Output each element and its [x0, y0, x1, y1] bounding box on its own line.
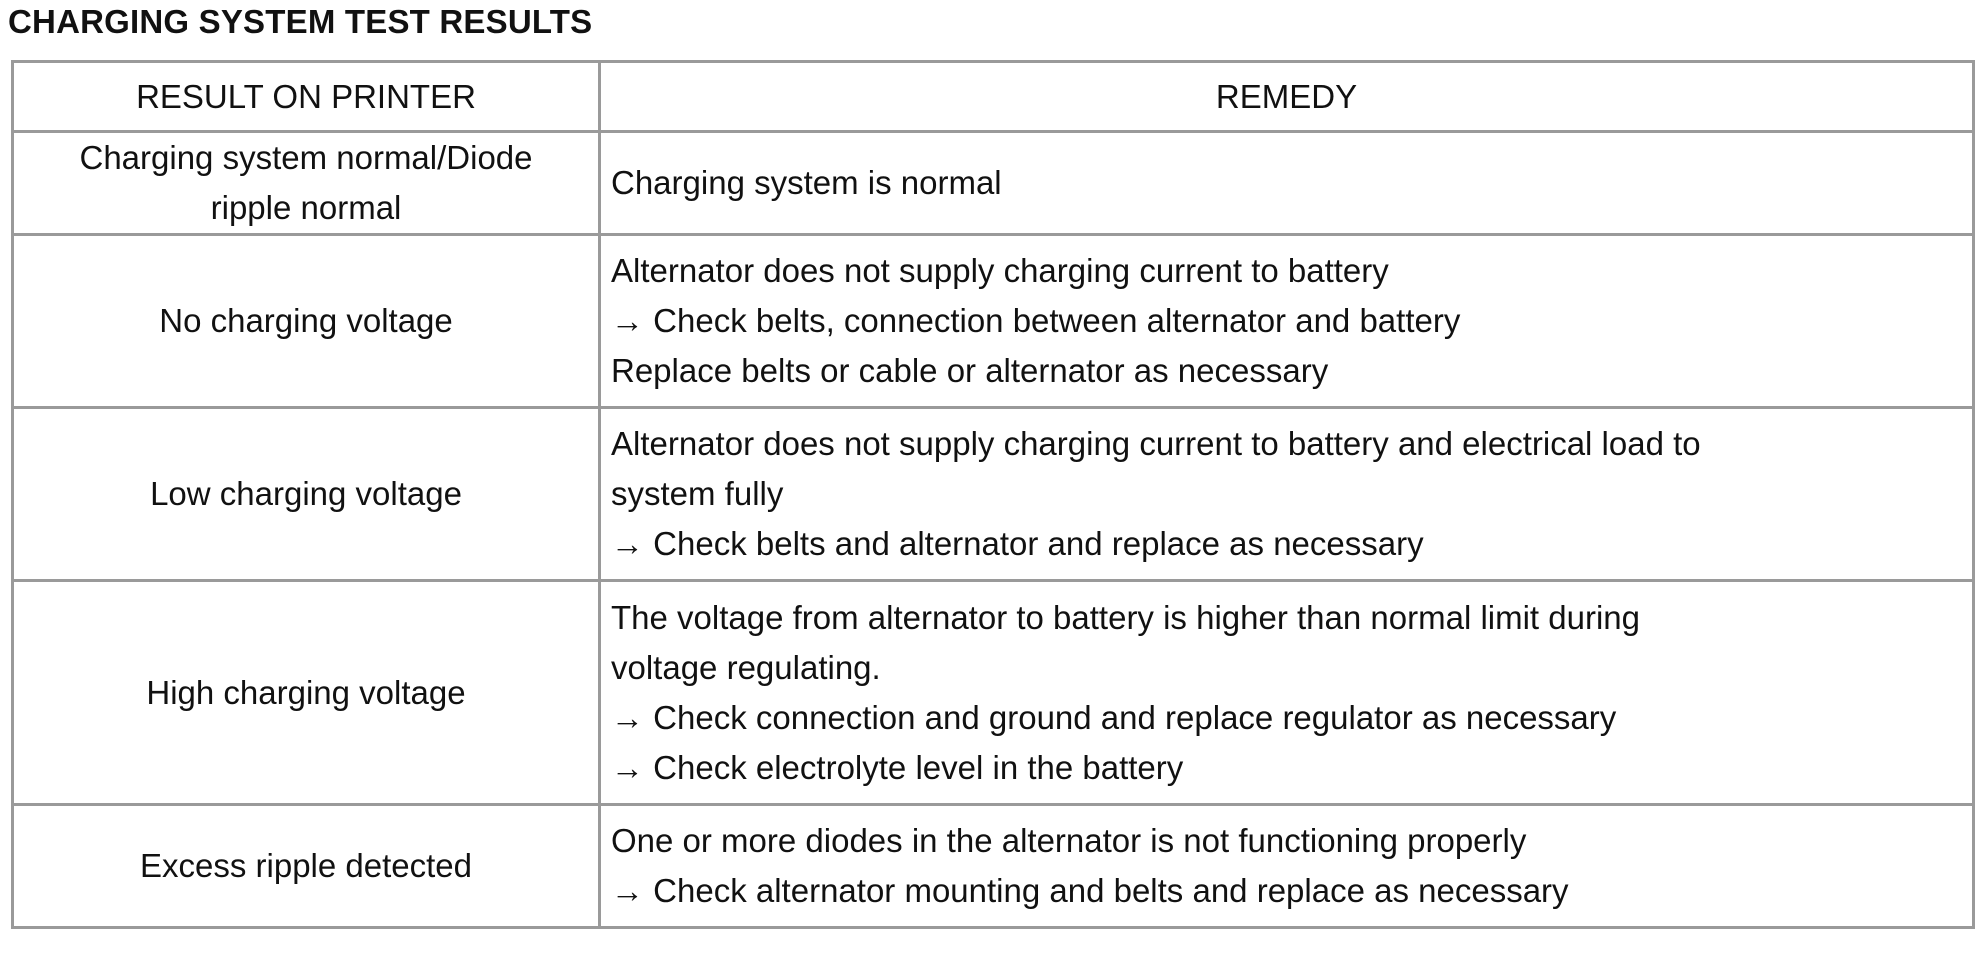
remedy-cell: [600, 235, 1974, 408]
remedy-text: Replace belts or cable or alternator as necessary: [611, 352, 1329, 389]
remedy-text: The voltage from alternator to battery is higher than normal limit during: [611, 598, 1640, 636]
remedy-text: Alternator does not supply charging current to battery: [611, 252, 1389, 289]
remedy-text: Alternator does not supply charging current to battery and electrical load to: [611, 425, 1701, 462]
remedy-text: → Check connection and ground and replace regulator as necessary: [611, 698, 1617, 736]
table-row: [13, 408, 1974, 581]
header-result-on-printer: RESULT ON PRINTER: [13, 62, 600, 132]
remedy-text: voltage regulating.: [611, 648, 881, 686]
remedy-cell: [600, 805, 1974, 928]
remedy-text: → Check belts, connection between alternator and battery: [611, 302, 1461, 339]
result-text: No charging voltage: [159, 302, 453, 339]
remedy-text: One or more diodes in the alternator is not functioning properly: [611, 822, 1527, 859]
table-row: [13, 805, 1974, 928]
result-cell: [13, 408, 600, 581]
header-remedy: REMEDY: [600, 62, 1974, 132]
result-cell: [13, 805, 600, 928]
remedy-cell: [600, 132, 1974, 235]
result-cell: [13, 235, 600, 408]
remedy-cell: [600, 581, 1974, 805]
table-row: [13, 581, 1974, 805]
table-header-row: [13, 62, 1974, 132]
result-text: ripple normal: [210, 189, 402, 226]
result-cell: [13, 581, 600, 805]
remedy-cell: [600, 408, 1974, 581]
charging-test-results-table: [11, 60, 1975, 929]
result-text: Low charging voltage: [150, 475, 462, 512]
page-title: CHARGING SYSTEM TEST RESULTS: [8, 3, 593, 40]
result-text: Excess ripple detected: [139, 847, 472, 884]
table-row: [13, 235, 1974, 408]
remedy-text: → Check electrolyte level in the battery: [611, 748, 1184, 786]
table-row: [13, 132, 1974, 235]
remedy-text: system fully: [611, 475, 784, 512]
result-text: High charging voltage: [146, 673, 466, 711]
remedy-text: Charging system is normal: [611, 164, 1002, 201]
result-cell: [13, 132, 600, 235]
remedy-text: → Check alternator mounting and belts and replace as necessary: [611, 872, 1569, 909]
result-text: Charging system normal/Diode: [79, 139, 533, 176]
remedy-text: → Check belts and alternator and replace as necessary: [611, 525, 1424, 562]
